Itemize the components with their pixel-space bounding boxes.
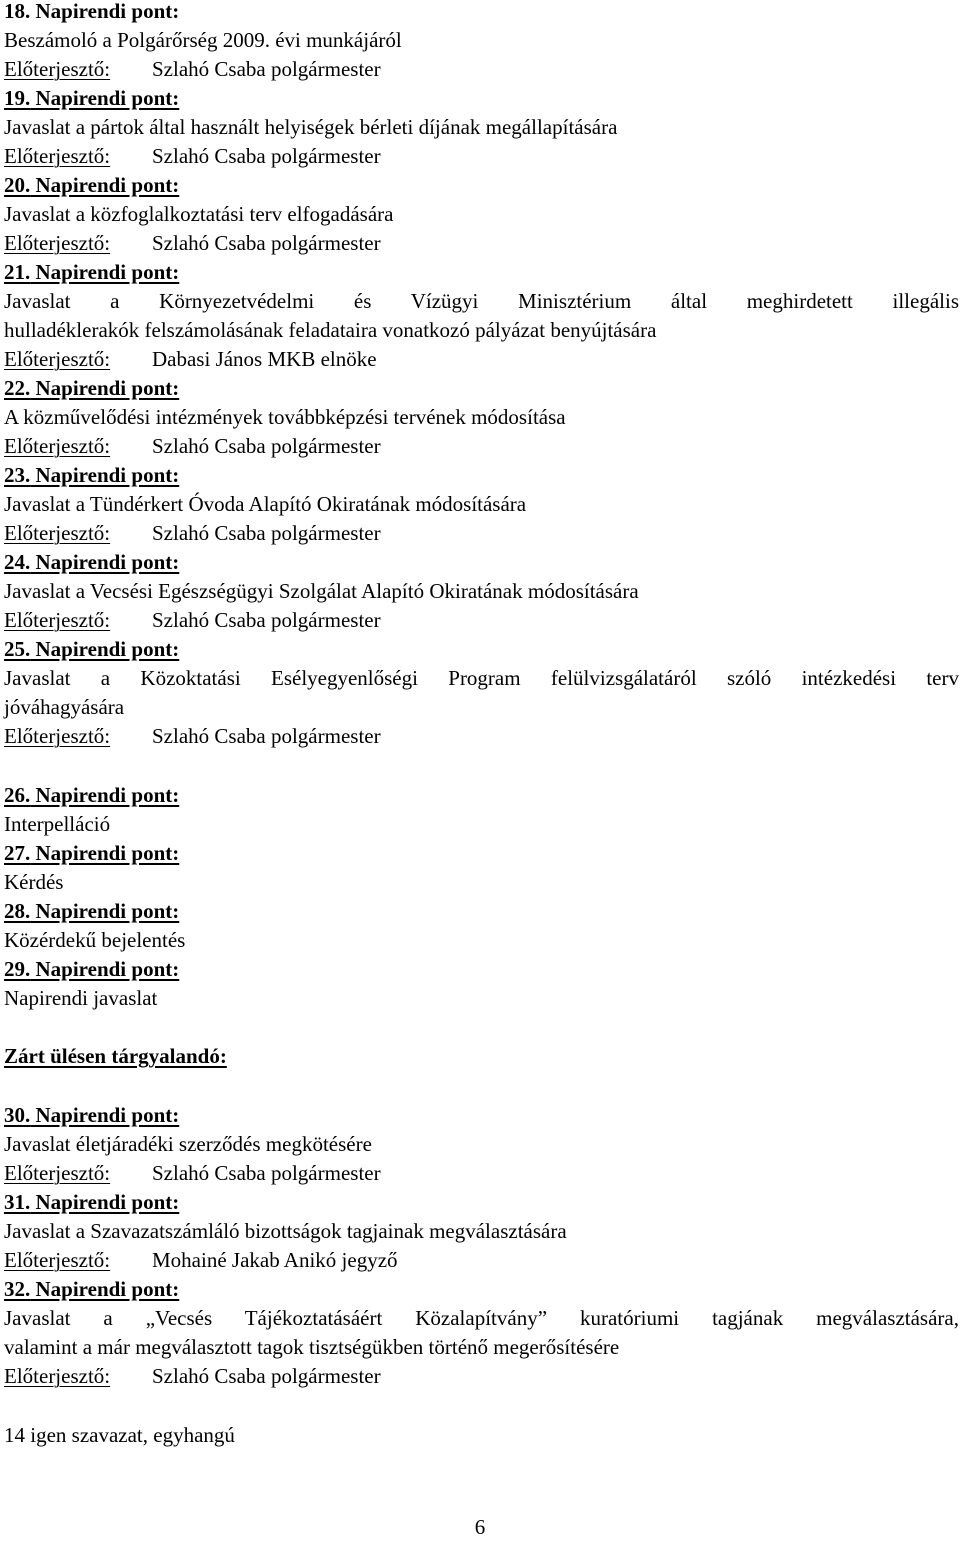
agenda-20-header: 20. Napirendi pont: (4, 173, 180, 197)
agenda-31-header: 31. Napirendi pont: (4, 1190, 180, 1214)
closed-session-heading: Zárt ülésen tárgyalandó: (4, 1044, 227, 1068)
agenda-22-header: 22. Napirendi pont: (4, 376, 180, 400)
agenda-24-title: Javaslat a Vecsési Egészségügyi Szolgálat Alapító Okiratának módosítására (4, 579, 639, 603)
agenda-20-title: Javaslat a közfoglalkoztatási terv elfogadására (4, 202, 394, 226)
agenda-28-title: Közérdekű bejelentés (4, 928, 186, 952)
agenda-24-presenter: Előterjesztő: Szlahó Csaba polgármester (4, 608, 381, 632)
agenda-32-title-line2: valamint a már megválasztott tagok tisztségükben történő megerősítésére (4, 1335, 620, 1359)
agenda-20-presenter: Előterjesztő: Szlahó Csaba polgármester (4, 231, 381, 255)
vote-result: 14 igen szavazat, egyhangú (4, 1423, 235, 1447)
agenda-28-header: 28. Napirendi pont: (4, 899, 180, 923)
agenda-18-title: Beszámoló a Polgárőrség 2009. évi munkájáról (4, 28, 402, 52)
agenda-26-title: Interpelláció (4, 812, 111, 836)
agenda-26-header: 26. Napirendi pont: (4, 783, 180, 807)
agenda-22-title: A közművelődési intézmények továbbképzési tervének módosítása (4, 405, 566, 429)
agenda-32-title-line1: Javaslat a „Vecsés Tájékoztatásáért Közalapítvány” kuratóriumi tagjának megválasztására, (4, 1306, 959, 1330)
agenda-32-presenter: Előterjesztő: Szlahó Csaba polgármester (4, 1364, 381, 1388)
agenda-23-header: 23. Napirendi pont: (4, 463, 180, 487)
agenda-21-title-line1: Javaslat a Környezetvédelmi és Vízügyi Minisztérium által meghirdetett illegális (4, 289, 959, 313)
agenda-32-header: 32. Napirendi pont: (4, 1277, 180, 1301)
agenda-30-presenter: Előterjesztő: Szlahó Csaba polgármester (4, 1161, 381, 1185)
agenda-27-title: Kérdés (4, 870, 64, 894)
page-number: 6 (474, 1515, 486, 1539)
agenda-25-header: 25. Napirendi pont: (4, 637, 180, 661)
agenda-30-title: Javaslat életjáradéki szerződés megkötésére (4, 1132, 372, 1156)
agenda-27-header: 27. Napirendi pont: (4, 841, 180, 865)
agenda-31-presenter: Előterjesztő: Mohainé Jakab Anikó jegyző (4, 1248, 398, 1272)
agenda-29-header: 29. Napirendi pont: (4, 957, 180, 981)
agenda-21-title-line2: hulladéklerakók felszámolásának feladataira vonatkozó pályázat benyújtására (4, 318, 657, 342)
agenda-18-header: 18. Napirendi pont: (4, 0, 180, 23)
agenda-19-presenter: Előterjesztő: Szlahó Csaba polgármester (4, 144, 381, 168)
agenda-23-title: Javaslat a Tündérkert Óvoda Alapító Okiratának módosítására (4, 492, 527, 516)
agenda-23-presenter: Előterjesztő: Szlahó Csaba polgármester (4, 521, 381, 545)
agenda-25-title-line2: jóváhagyására (4, 695, 125, 719)
agenda-30-header: 30. Napirendi pont: (4, 1103, 180, 1127)
agenda-29-title: Napirendi javaslat (4, 986, 158, 1010)
agenda-24-header: 24. Napirendi pont: (4, 550, 180, 574)
agenda-19-header: 19. Napirendi pont: (4, 86, 180, 110)
agenda-25-presenter: Előterjesztő: Szlahó Csaba polgármester (4, 724, 381, 748)
agenda-25-title-line1: Javaslat a Közoktatási Esélyegyenlőségi Program felülvizsgálatáról szóló intézkedési terv (4, 666, 959, 690)
agenda-22-presenter: Előterjesztő: Szlahó Csaba polgármester (4, 434, 381, 458)
agenda-21-header: 21. Napirendi pont: (4, 260, 180, 284)
agenda-31-title: Javaslat a Szavazatszámláló bizottságok tagjainak megválasztására (4, 1219, 567, 1243)
agenda-19-title: Javaslat a pártok által használt helyiségek bérleti díjának megállapítására (4, 115, 618, 139)
agenda-21-presenter: Előterjesztő: Dabasi János MKB elnöke (4, 347, 377, 371)
agenda-18-presenter: Előterjesztő: Szlahó Csaba polgármester (4, 57, 381, 81)
